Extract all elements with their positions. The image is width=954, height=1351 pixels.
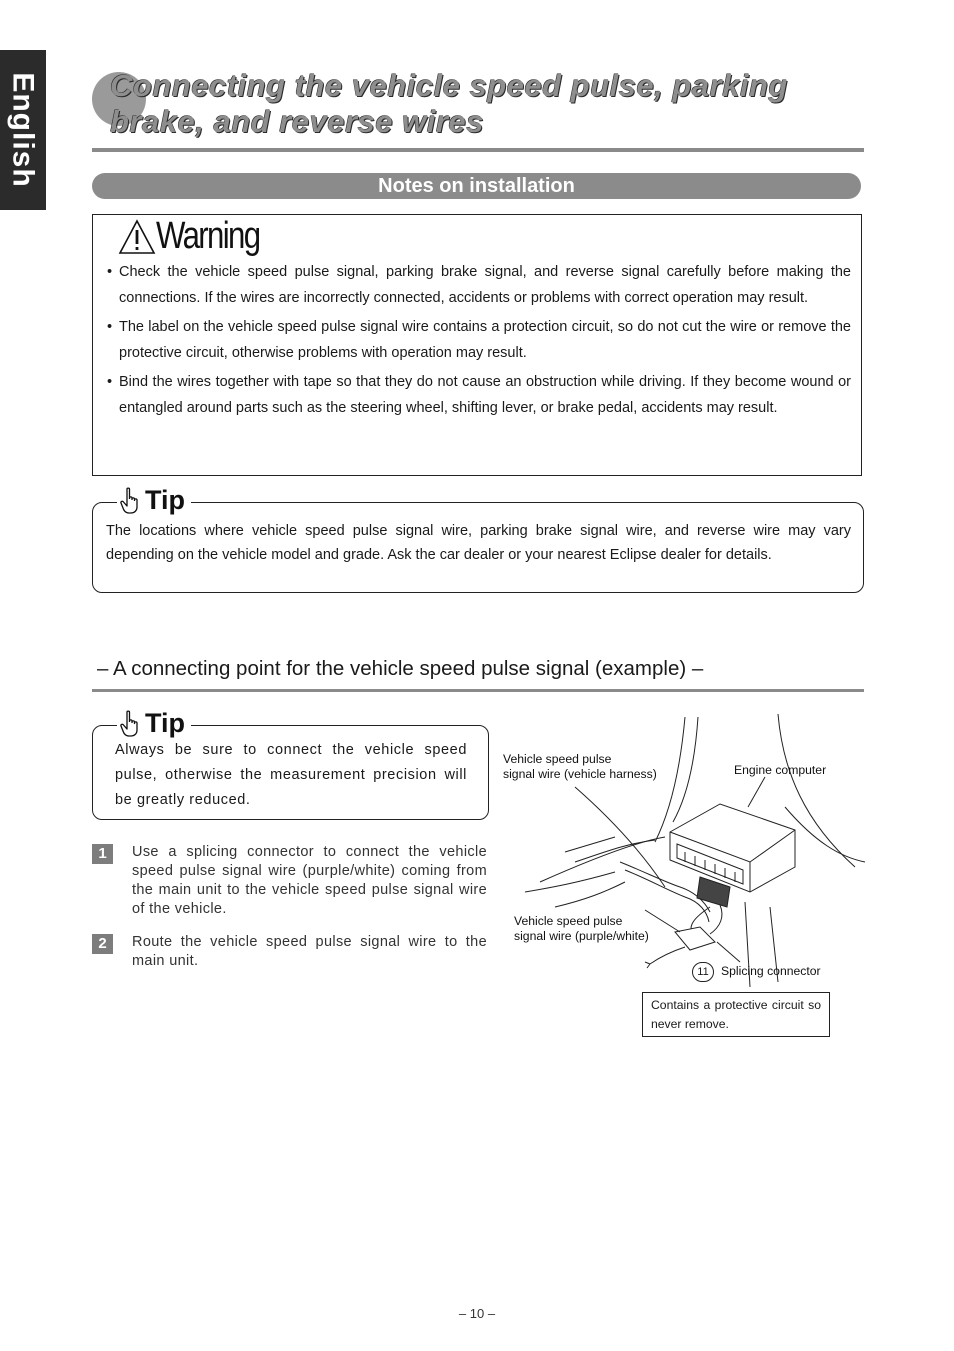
page-title: Connecting the vehicle speed pulse, parking brake, and reverse wires bbox=[110, 68, 788, 139]
protective-circuit-note: Contains a protective circuit so never remove. bbox=[642, 992, 830, 1037]
tip-title: Tip bbox=[145, 708, 185, 738]
warning-item: • Bind the wires together with tape so that they do not cause an obstruction while driving. If they become wound or entangled around parts such as the steering wheel, shifting lever, or brake pedal, accidents may result. bbox=[107, 369, 851, 421]
section-heading: Notes on installation bbox=[92, 173, 861, 199]
title-divider bbox=[92, 148, 864, 152]
callout-purple-line2: signal wire (purple/white) bbox=[514, 929, 649, 943]
step-text: Route the vehicle speed pulse signal wire to the main unit. bbox=[132, 934, 487, 969]
example-divider bbox=[92, 689, 864, 692]
callout-harness-line1: Vehicle speed pulse bbox=[503, 752, 612, 766]
pointing-hand-icon bbox=[119, 487, 141, 515]
tip-header bbox=[117, 708, 191, 739]
step-number-badge: 1 bbox=[92, 844, 113, 864]
warning-box bbox=[92, 214, 862, 476]
warning-header bbox=[118, 215, 282, 258]
tip-box-precision bbox=[92, 708, 489, 820]
callout-harness-line2: signal wire (vehicle harness) bbox=[503, 767, 657, 781]
step-number-badge: 2 bbox=[92, 934, 113, 954]
warning-item: • Check the vehicle speed pulse signal, parking brake signal, and reverse signal carefully before making the connections. If the wires are incorrectly connected, accidents or problems with correct operation may result. bbox=[107, 259, 851, 311]
warning-item: • The label on the vehicle speed pulse signal wire contains a protection circuit, so do not cut the wire or remove the protective circuit, otherwise problems with operation may result. bbox=[107, 314, 851, 366]
page-number: – 10 – bbox=[458, 1306, 496, 1321]
example-heading: – A connecting point for the vehicle speed pulse signal (example) – bbox=[97, 657, 704, 680]
callout-purple-line1: Vehicle speed pulse bbox=[514, 914, 623, 928]
tip-text: The locations where vehicle speed pulse signal wire, parking brake signal wire, and reverse wire may vary depending on the vehicle model and grade. Ask the car dealer or your nearest Eclipse dealer for details. bbox=[106, 523, 851, 563]
pointing-hand-icon bbox=[119, 710, 141, 738]
tip-box-locations bbox=[92, 485, 864, 593]
callout-purple-wire bbox=[514, 914, 649, 944]
language-tab-label: English bbox=[7, 72, 40, 188]
warning-triangle-icon bbox=[118, 219, 156, 255]
warning-title: Warning bbox=[156, 215, 260, 257]
step-text: Use a splicing connector to connect the vehicle speed pulse signal wire (purple/white) coming from the main unit to the vehicle speed pulse signal wire of the vehicle. bbox=[132, 844, 487, 917]
warning-list bbox=[107, 259, 851, 424]
tip-title: Tip bbox=[145, 485, 185, 515]
part-number-badge: 11 bbox=[692, 962, 714, 982]
callout-engine-computer: Engine computer bbox=[734, 763, 827, 777]
tip-text: Always be sure to connect the vehicle speed pulse, otherwise the measurement precision will be greatly reduced. bbox=[115, 742, 467, 808]
callout-harness bbox=[503, 752, 657, 782]
callout-splicing-connector: Splicing connector bbox=[721, 964, 821, 978]
tip-header bbox=[117, 485, 191, 516]
language-tab bbox=[0, 50, 46, 210]
